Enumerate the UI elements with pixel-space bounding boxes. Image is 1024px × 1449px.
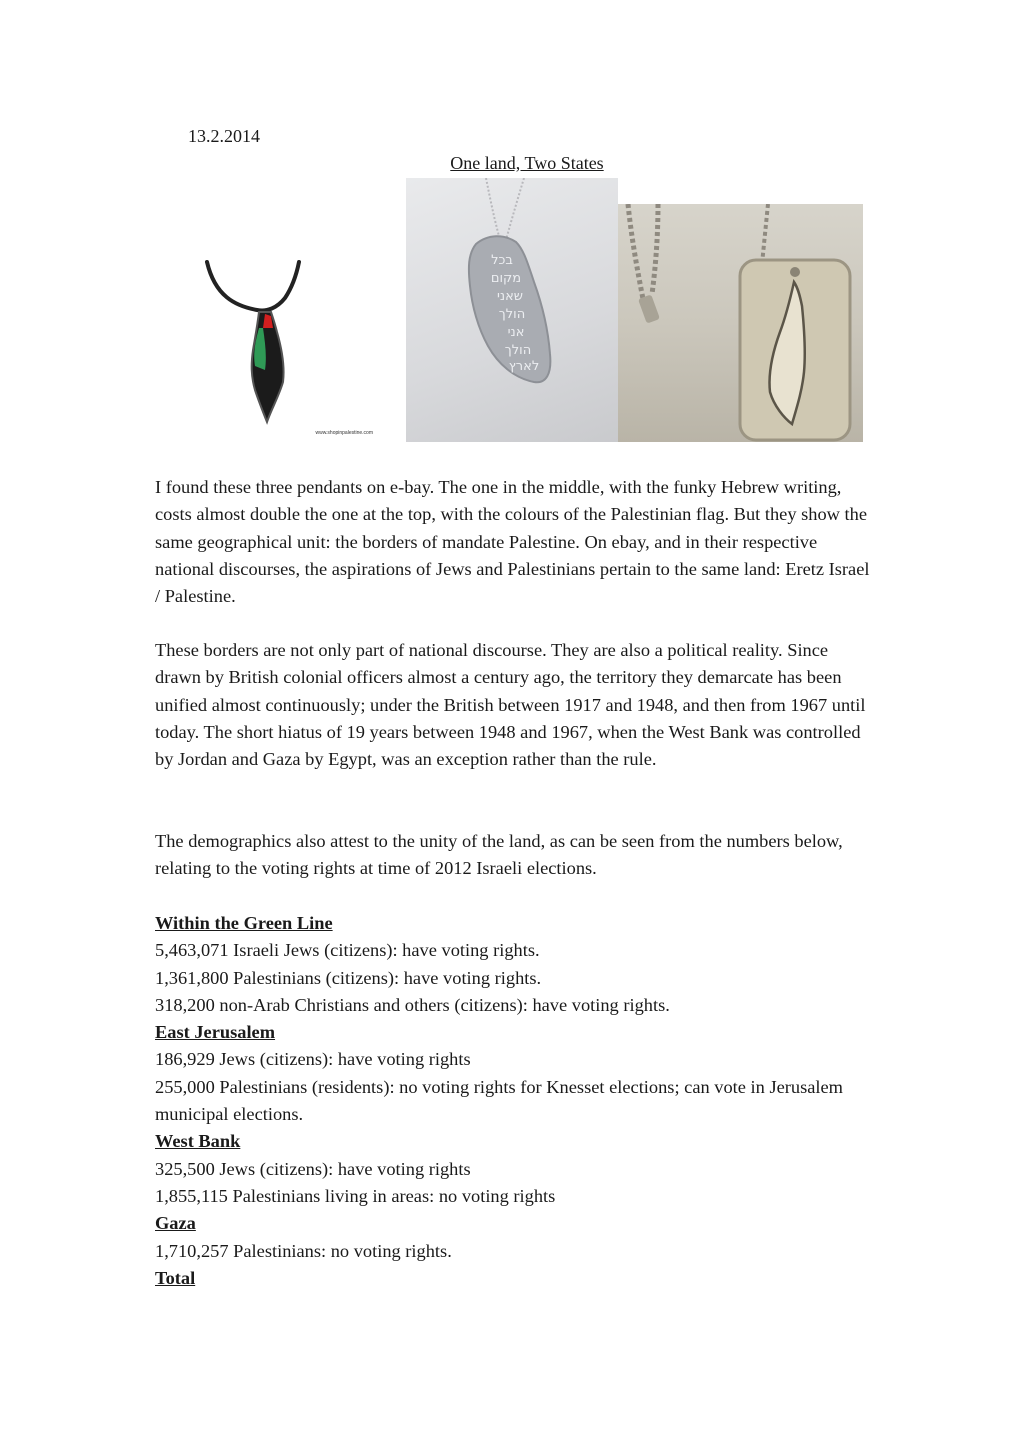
section-heading: Within the Green Line (155, 913, 333, 933)
pendant-flag-image (155, 178, 403, 442)
svg-text:בכל: בכל (491, 253, 513, 268)
section-heading: East Jerusalem (155, 1022, 276, 1043)
stat-line: 1,361,800 Palestinians (citizens): have voting rights. (155, 967, 542, 988)
svg-text:מקום: מקום (490, 271, 522, 286)
stat-line: 255,000 Palestinians (residents): no voting rights for Knesset elections; can vote in Jerusalem municipal elections. (155, 1076, 843, 1125)
stat-line: 325,500 Jews (citizens): have voting rights (155, 1158, 471, 1179)
section-heading: West Bank (155, 1131, 241, 1152)
document-title: One land, Two States (450, 153, 604, 173)
paragraph-3: The demographics also attest to the unity of the land, as can be seen from the numbers below, relating to the voting rights at time of 2012 Israeli elections. (155, 831, 843, 879)
stat-line: 186,929 Jews (citizens): have voting rights (155, 1049, 471, 1070)
stat-line: 1,855,115 Palestinians living in areas: no voting rights (155, 1185, 556, 1206)
section-heading: Total (155, 1267, 196, 1288)
paragraph-1: I found these three pendants on e-bay. The one in the middle, with the funky Hebrew writing, costs almost double the one at the top, with the colours of the Palestinian flag. But they show the same geographical unit: the borders of mandate Palestine. On ebay, and in their respective national discourses, the aspirations of Jews and Palestinians pertain to the same land: Eretz Israel / Palestine. (155, 477, 870, 607)
pendant-photos (155, 178, 863, 442)
stat-line: 1,710,257 Palestinians: no voting rights. (155, 1240, 452, 1261)
svg-text:לארץ: לארץ (508, 359, 540, 374)
pendant-photo-hebrew (406, 178, 618, 442)
svg-text:שאני: שאני (496, 289, 524, 304)
stat-line: 5,463,071 Israeli Jews (citizens): have voting rights. (155, 940, 540, 961)
paragraph-2: These borders are not only part of national discourse. They are also a political reality. Since drawn by British colonial officers almost a century ago, the territory they demarcate has been unified almost continuously; under the British between 1917 and 1948, and then from 1967 until today. The short hiatus of 19 years between 1948 and 1967, when the West Bank was controlled by Jordan and Gaza by Egypt, was an exception rather than the rule. (155, 640, 866, 770)
pendant-photo-caption: www.shopinpalestine.com (315, 430, 373, 436)
svg-text:הולך: הולך (498, 307, 526, 322)
svg-text:הולך: הולך (504, 343, 532, 358)
pendant-photo-dogtag (618, 204, 863, 442)
document-date: 13.2.2014 (188, 126, 260, 146)
voting-statistics (155, 910, 875, 1292)
pendant-hebrew-image (406, 178, 618, 442)
stat-line: 318,200 non-Arab Christians and others (citizens): have voting rights. (155, 994, 670, 1015)
section-heading: Gaza (155, 1213, 196, 1234)
pendant-photo-palestinian-flag (155, 178, 403, 442)
svg-text:אני: אני (507, 325, 525, 340)
pendant-dogtag-image (618, 204, 863, 442)
